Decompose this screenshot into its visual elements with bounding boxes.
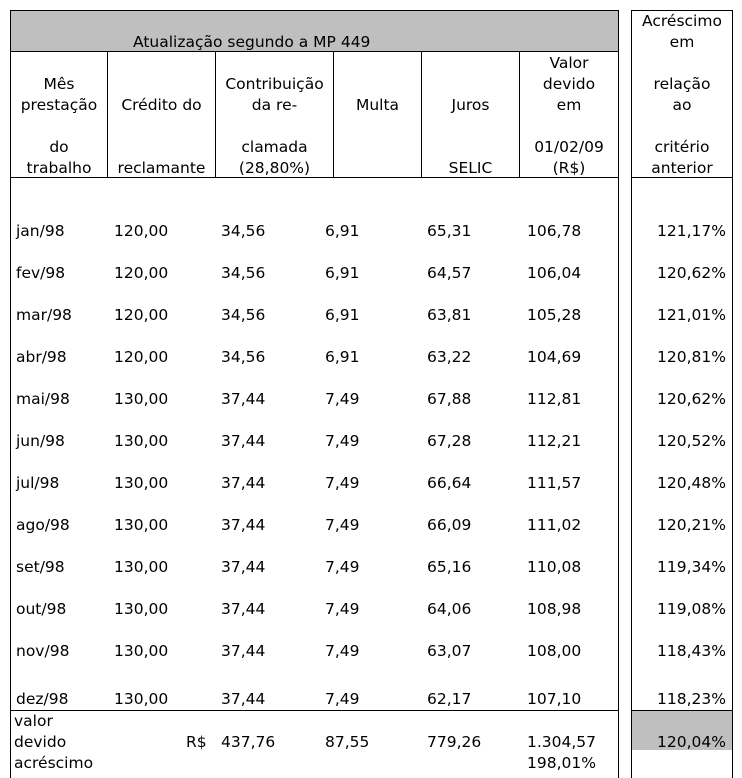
cell-contribuicao: 34,56: [221, 222, 266, 240]
cell-juros: 64,06: [427, 600, 472, 618]
cell-credito: 130,00: [114, 390, 169, 408]
table-title: Atualização segundo a MP 449: [133, 33, 371, 51]
cell-contribuicao: 37,44: [221, 558, 266, 576]
cell-juros: 63,07: [427, 642, 472, 660]
cell-juros: 64,57: [427, 264, 472, 282]
cell-contribuicao: 37,44: [221, 432, 266, 450]
cell-credito: 120,00: [114, 264, 169, 282]
right-total-top: [631, 710, 733, 711]
cell-acrescimo: 120,52%: [657, 432, 726, 450]
total-valor: 1.304,57: [527, 733, 597, 751]
cell-multa: 6,91: [325, 306, 360, 324]
cell-contribuicao: 37,44: [221, 474, 266, 492]
cell-valor: 112,21: [527, 432, 582, 450]
cell-contribuicao: 37,44: [221, 690, 266, 708]
cell-acrescimo: 120,62%: [657, 390, 726, 408]
cell-credito: 130,00: [114, 558, 169, 576]
cell-mes: mai/98: [16, 390, 70, 408]
cell-multa: 6,91: [325, 348, 360, 366]
cell-juros: 63,81: [427, 306, 472, 324]
total-juros: 779,26: [427, 733, 482, 751]
table-row: [0, 557, 742, 578]
total-contribuicao: 437,76: [221, 733, 276, 751]
cell-multa: 7,49: [325, 558, 360, 576]
cell-credito: 130,00: [114, 690, 169, 708]
cell-acrescimo: 119,08%: [657, 600, 726, 618]
table-row: [0, 221, 742, 242]
cell-mes: jul/98: [16, 474, 60, 492]
cell-juros: 65,16: [427, 558, 472, 576]
cell-contribuicao: 34,56: [221, 264, 266, 282]
header-juros: Juros SELIC: [448, 96, 493, 177]
header-acrescimo: Acréscimo em relação ao critério anterior: [642, 12, 722, 177]
cell-mes: jun/98: [16, 432, 65, 450]
cell-acrescimo: 121,17%: [657, 222, 726, 240]
table-row: [0, 599, 742, 620]
cell-credito: 120,00: [114, 348, 169, 366]
cell-multa: 7,49: [325, 390, 360, 408]
table-border-top: [10, 10, 619, 11]
cell-multa: 7,49: [325, 690, 360, 708]
cell-contribuicao: 37,44: [221, 390, 266, 408]
cell-mes: fev/98: [16, 264, 66, 282]
table-row: [0, 305, 742, 326]
cell-credito: 130,00: [114, 432, 169, 450]
cell-contribuicao: 37,44: [221, 600, 266, 618]
cell-multa: 7,49: [325, 600, 360, 618]
cell-credito: 130,00: [114, 474, 169, 492]
cell-mes: out/98: [16, 600, 67, 618]
cell-contribuicao: 37,44: [221, 516, 266, 534]
cell-credito: 120,00: [114, 306, 169, 324]
cell-juros: 67,88: [427, 390, 472, 408]
cell-valor: 112,81: [527, 390, 582, 408]
total-currency: R$: [186, 733, 207, 751]
table-row: [0, 431, 742, 452]
total-label-acrescimo: acréscimo: [14, 754, 94, 772]
cell-multa: 6,91: [325, 264, 360, 282]
header-multa: Multa: [355, 96, 400, 114]
cell-juros: 63,22: [427, 348, 472, 366]
cell-acrescimo: 120,21%: [657, 516, 726, 534]
table-row: [0, 689, 742, 710]
table-row: [0, 473, 742, 494]
cell-juros: 62,17: [427, 690, 472, 708]
cell-multa: 7,49: [325, 474, 360, 492]
table-row: [0, 515, 742, 536]
cell-credito: 130,00: [114, 600, 169, 618]
cell-valor: 107,10: [527, 690, 582, 708]
header-mes: Mês prestação do trabalho: [20, 75, 98, 177]
cell-multa: 7,49: [325, 642, 360, 660]
cell-credito: 120,00: [114, 222, 169, 240]
cell-valor: 106,04: [527, 264, 582, 282]
header-valor: Valor devido em 01/02/09 (R$): [534, 54, 604, 177]
cell-acrescimo: 119,34%: [657, 558, 726, 576]
cell-mes: abr/98: [16, 348, 67, 366]
table-row: [0, 347, 742, 368]
cell-contribuicao: 34,56: [221, 348, 266, 366]
cell-acrescimo: 118,23%: [657, 690, 726, 708]
cell-mes: jan/98: [16, 222, 65, 240]
table-row: [0, 641, 742, 662]
cell-mes: set/98: [16, 558, 65, 576]
cell-valor: 104,69: [527, 348, 582, 366]
cell-juros: 67,28: [427, 432, 472, 450]
cell-mes: mar/98: [16, 306, 72, 324]
cell-valor: 110,08: [527, 558, 582, 576]
cell-multa: 7,49: [325, 432, 360, 450]
header-credito: Crédito do reclamante: [117, 96, 206, 177]
cell-acrescimo: 120,81%: [657, 348, 726, 366]
cell-valor: 105,28: [527, 306, 582, 324]
cell-acrescimo: 120,62%: [657, 264, 726, 282]
table-row: [0, 263, 742, 284]
cell-valor: 111,02: [527, 516, 582, 534]
total-acrescimo: 120,04%: [657, 733, 726, 751]
header-contribuicao: Contribuição da re- clamada (28,80%): [225, 75, 324, 177]
cell-juros: 65,31: [427, 222, 472, 240]
table-row: [0, 389, 742, 410]
cell-mes: dez/98: [16, 690, 69, 708]
cell-multa: 6,91: [325, 222, 360, 240]
cell-mes: ago/98: [16, 516, 70, 534]
cell-valor: 108,00: [527, 642, 582, 660]
cell-valor: 108,98: [527, 600, 582, 618]
cell-contribuicao: 34,56: [221, 306, 266, 324]
cell-acrescimo: 121,01%: [657, 306, 726, 324]
cell-acrescimo: 120,48%: [657, 474, 726, 492]
total-label-valor: valor: [14, 712, 53, 730]
cell-credito: 130,00: [114, 642, 169, 660]
cell-juros: 66,64: [427, 474, 472, 492]
total-acrescimo-valor: 198,01%: [527, 754, 596, 772]
cell-acrescimo: 118,43%: [657, 642, 726, 660]
cell-multa: 7,49: [325, 516, 360, 534]
cell-valor: 106,78: [527, 222, 582, 240]
total-multa: 87,55: [325, 733, 370, 751]
total-top-line: [10, 710, 619, 711]
cell-mes: nov/98: [16, 642, 70, 660]
cell-valor: 111,57: [527, 474, 582, 492]
total-label-devido: devido: [14, 733, 67, 751]
cell-juros: 66,09: [427, 516, 472, 534]
cell-contribuicao: 37,44: [221, 642, 266, 660]
cell-credito: 130,00: [114, 516, 169, 534]
